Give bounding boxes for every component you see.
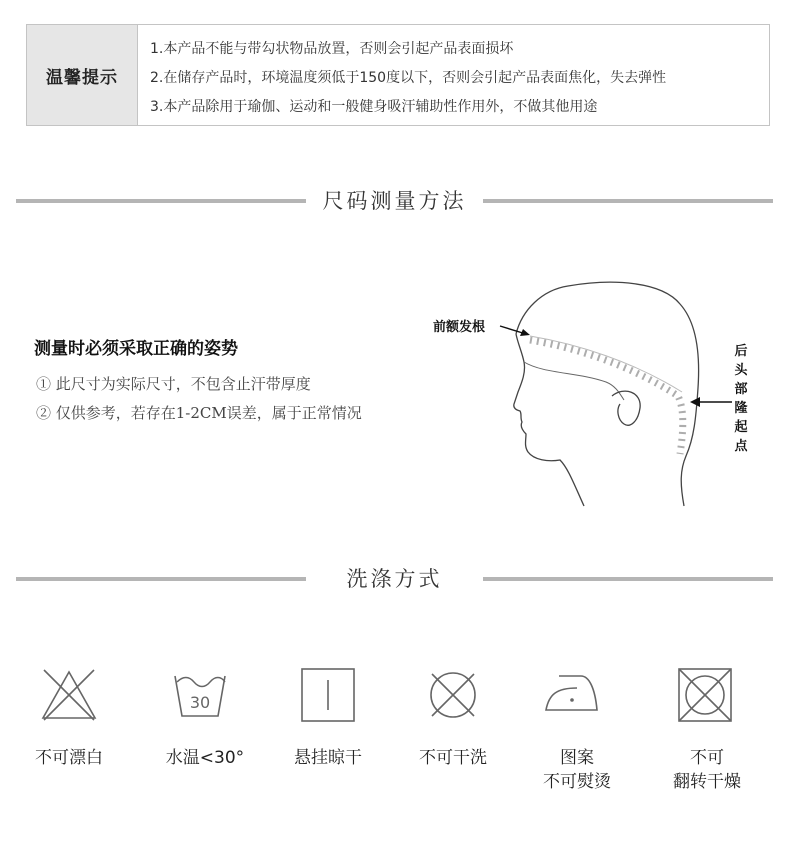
wash-temperature-text: 30 [189,693,211,712]
divider [483,199,773,203]
wash-label-line: 图案 [560,748,594,768]
tape-measure-edge [530,336,682,392]
front-arrowhead [520,329,530,336]
divider [483,577,773,581]
occipital-point-label: 后头部隆起点 [734,344,748,454]
measurement-section-header [0,186,790,216]
face-profile [514,334,584,506]
measurement-heading: 测量时必须采取正确的姿势 [34,339,238,359]
wash-label-no-bleach: 不可漂白 [35,748,103,768]
wash-label-no-dry-clean: 不可干洗 [419,748,487,768]
divider [16,199,306,203]
no-tumble-dry-icon [676,666,734,724]
ear [612,391,640,425]
notice-box [26,24,770,126]
no-dry-clean-icon [424,666,482,724]
back-arrowhead [690,397,700,407]
divider [16,577,306,581]
wash-label-line: 不可 [690,748,724,768]
measurement-note: ① 此尺寸为实际尺寸，不包含止汗带厚度 [36,375,311,393]
head-measurement-diagram [418,278,758,510]
notice-list [138,25,666,125]
measurement-note: ② 仅供参考，若存在1-2CM误差，属于正常情况 [36,404,362,422]
hairline [524,362,624,400]
wash-label-no-iron [522,746,632,794]
notice-title: 温馨提示 [27,25,138,125]
notice-line: 1.本产品不能与带勾状物品放置，否则会引起产品表面损坏 [150,41,514,57]
washing-section-title: 洗涤方式 [346,567,443,591]
wash-label-line: 翻转干燥 [673,772,741,792]
notice-line: 3.本产品除用于瑜伽、运动和一般健身吸汗辅助性作用外，不做其他用途 [150,99,598,115]
notice-line: 2.在储存产品时，环境温度须低于150度以下，否则会引起产品表面焦化，失去弹性 [150,70,667,86]
wash-label-hang-dry: 悬挂晾干 [294,748,362,768]
front-hairline-label: 前额发根 [433,320,486,335]
wash-label-no-tumble-dry [652,746,762,794]
no-iron-icon [543,666,601,724]
washing-section-header [0,564,790,594]
tape-measure-band [530,340,683,454]
wash-label-line: 不可熨烫 [543,772,611,792]
no-bleach-icon [40,666,98,724]
wash-30-icon [171,666,229,724]
measurement-section-title: 尺码测量方法 [322,189,467,213]
wash-label-water-temp: 水温<30° [165,748,245,768]
hang-dry-icon [299,666,357,724]
head-outline [516,282,699,506]
